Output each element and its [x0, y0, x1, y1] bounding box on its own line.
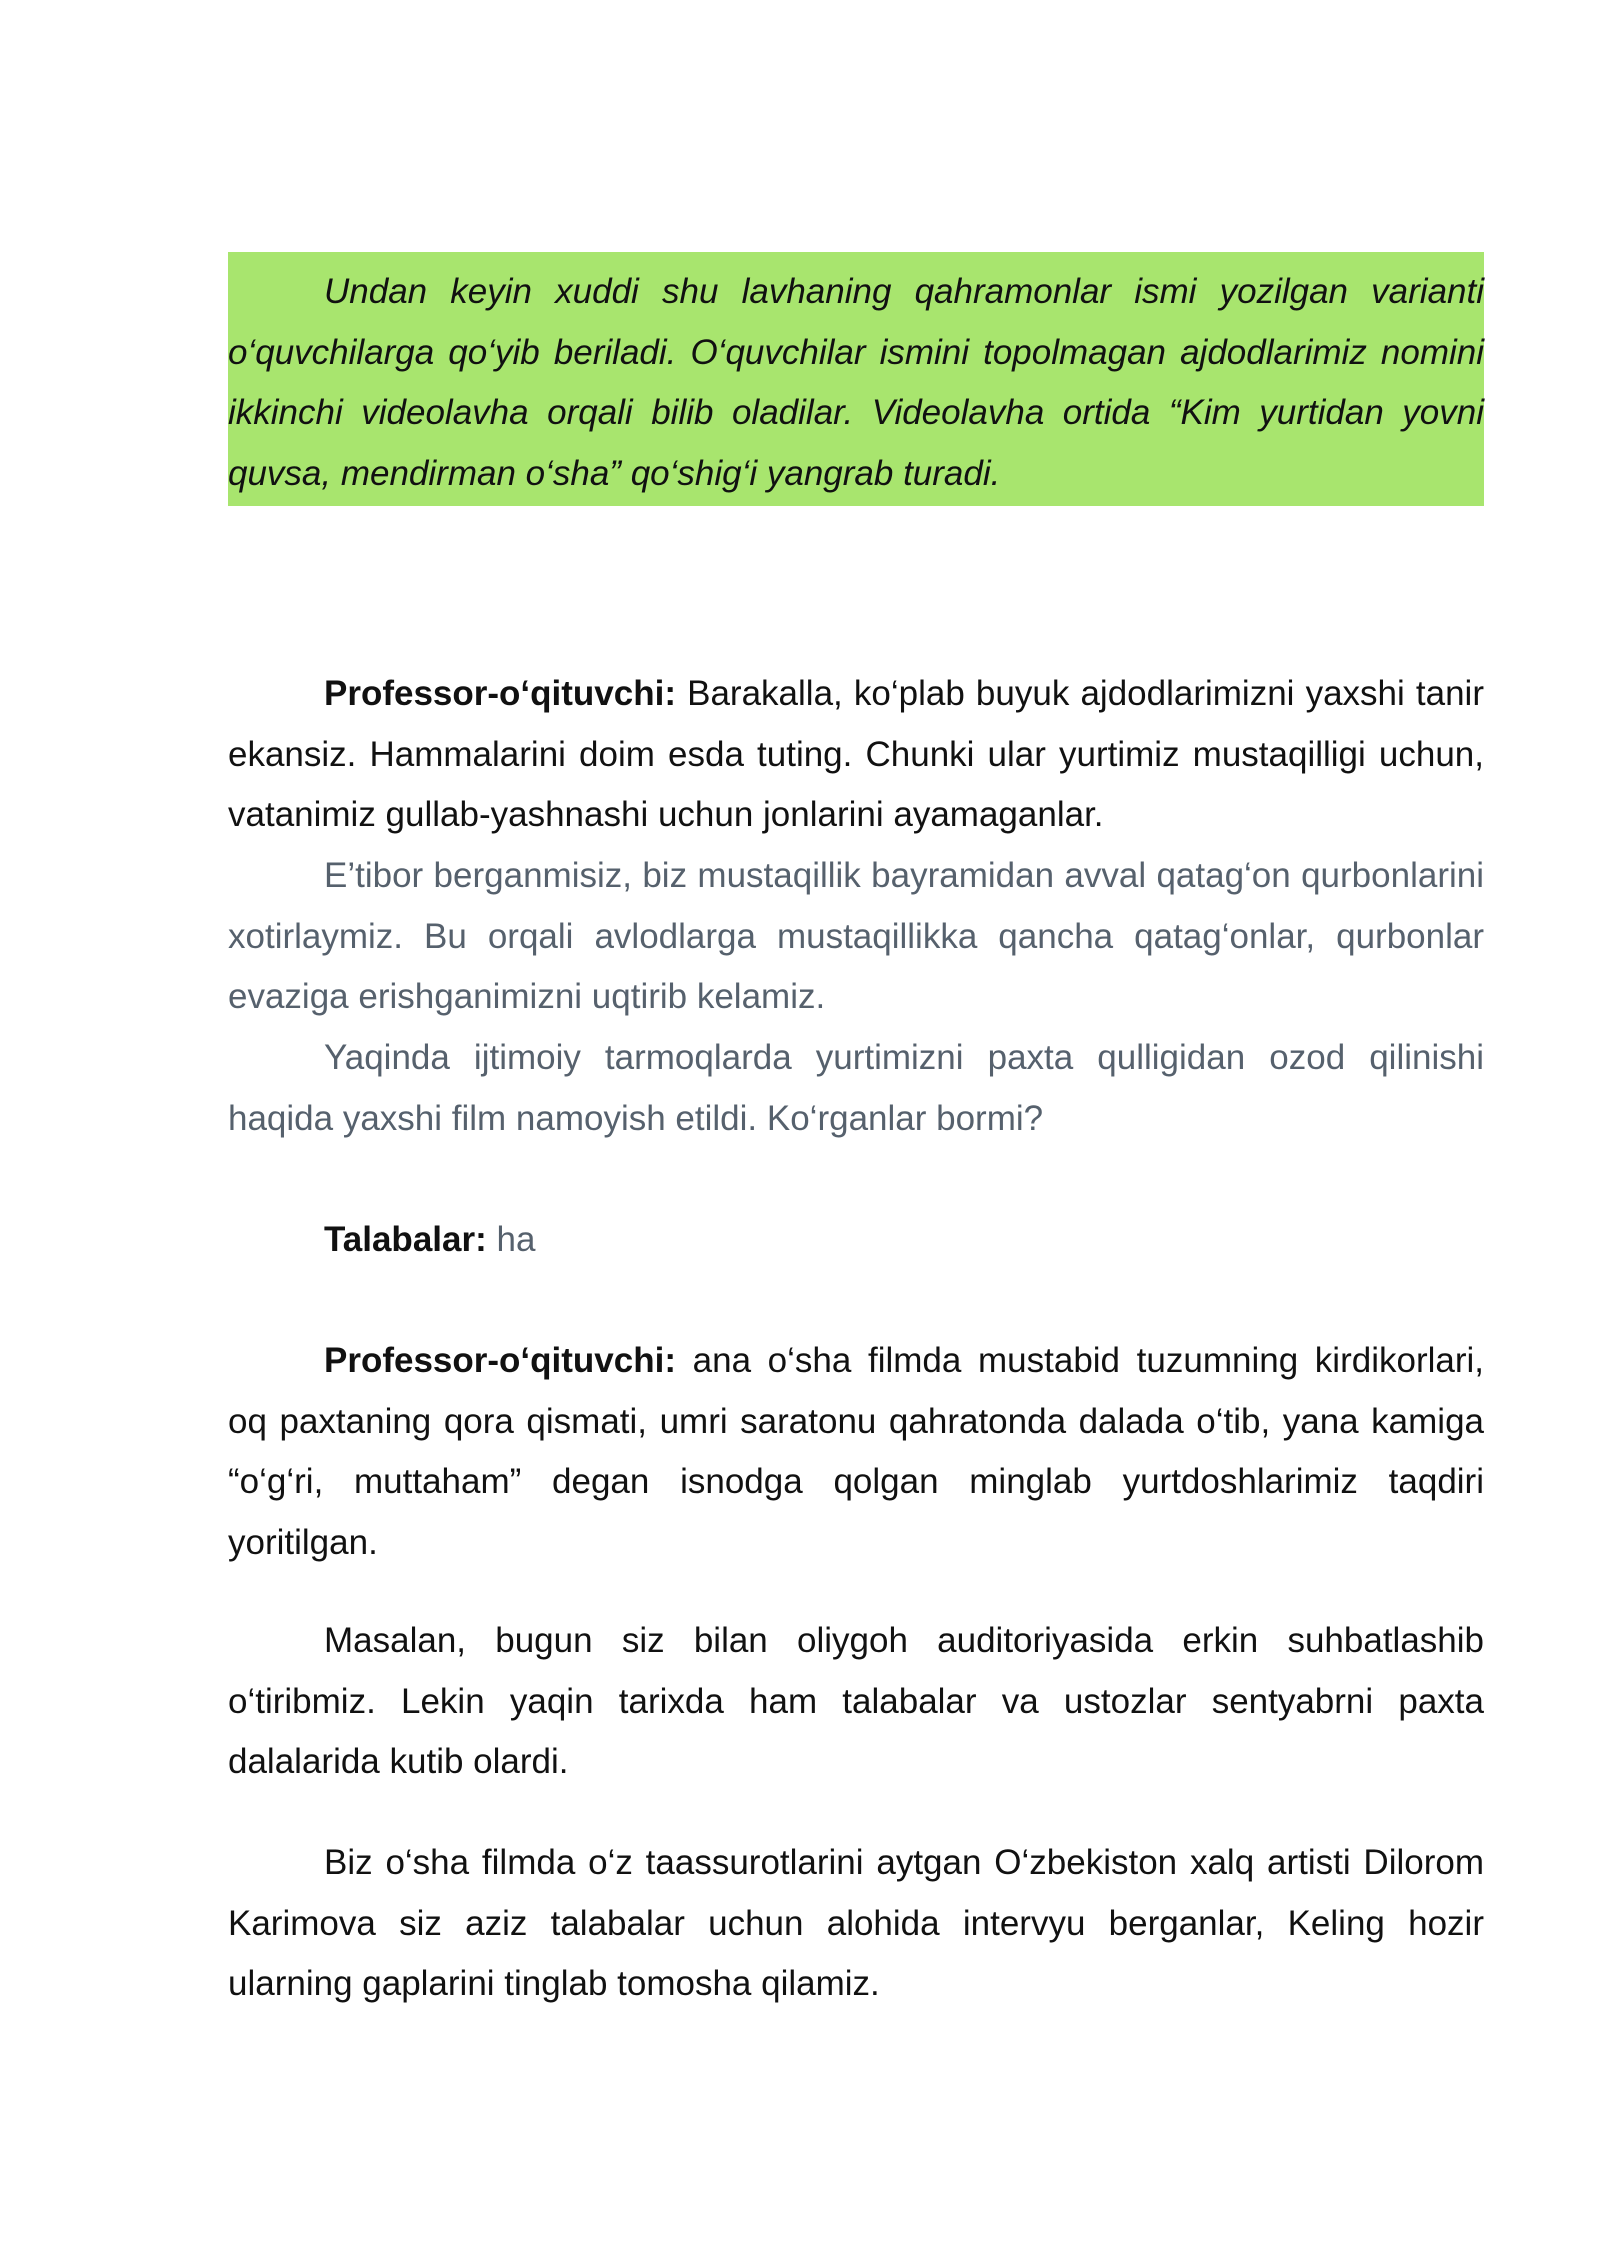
speaker-label: Professor-o‘qituvchi: [324, 1341, 676, 1380]
students-answer: ha [486, 1220, 536, 1259]
paragraph-masalan: Masalan, bugun siz bilan oliygoh auditoriyasida erkin suhbatlashib o‘tiribmiz. Lekin yaqin tarixda ham talabalar va ustozlar sentyabrni paxta dalalarida kutib olardi. [228, 1621, 1484, 1781]
paragraph-biz: Biz o‘sha filmda o‘z taassurotlarini aytgan O‘zbekiston xalq artisti Dilorom Karimova siz aziz talabalar uchun alohida intervyu berganlar, Keling hozir ularning gaplarini tinglab tomosha qilamiz. [228, 1843, 1484, 2003]
speaker-label: Professor-o‘qituvchi: [324, 674, 676, 713]
highlighted-paragraph: Undan keyin xuddi shu lavhaning qahramonlar ismi yozilgan varianti o‘quvchilarga qo‘yib beriladi. O‘quvchilar ismini topolmagan ajdodlarimiz nomini ikkinchi videolavha orqali bilib oladilar. Videolavha ortida “Kim yurtidan yovni quvsa, mendirman o‘sha” qo‘shig‘i yangrab turadi. [228, 272, 1484, 493]
highlighted-paragraph-block [228, 252, 1484, 506]
grey-paragraph-1: E’tibor berganmisiz, biz mustaqillik bayramidan avval qatag‘on qurbonlarini xotirlaymiz. Bu orqali avlodlarga mustaqillikka qancha qatag‘onlar, qurbonlar evaziga erishganimizni uqtirib kelamiz. [228, 856, 1484, 1016]
professor-speech-2: ana o‘sha filmda mustabid tuzumning kirdikorlari, oq paxtaning qora qismati, umri saratonu qahratonda dalada o‘tib, yana kamiga “o‘g‘ri, muttaham” degan isnodga qolgan minglab yurtdoshlarimiz taqdiri yoritilgan. [228, 1341, 1484, 1562]
professor-speech-1: Barakalla, ko‘plab buyuk ajdodlarimizni yaxshi tanir ekansiz. Hammalarini doim esda tuting. Chunki ular yurtimiz mustaqilligi uchun, vatanimiz gullab-yashnashi uchun jonlarini ayamaganlar. [228, 674, 1484, 834]
grey-paragraph-2: Yaqinda ijtimoiy tarmoqlarda yurtimizni paxta qulligidan ozod qilinishi haqida yaxshi film namoyish etildi. Ko‘rganlar bormi? [228, 1038, 1484, 1138]
speaker-label: Talabalar: [324, 1220, 487, 1259]
professor-paragraph-2 [228, 1331, 1484, 1573]
students-paragraph [228, 1210, 1484, 1271]
professor-paragraph-1 [228, 664, 1484, 846]
